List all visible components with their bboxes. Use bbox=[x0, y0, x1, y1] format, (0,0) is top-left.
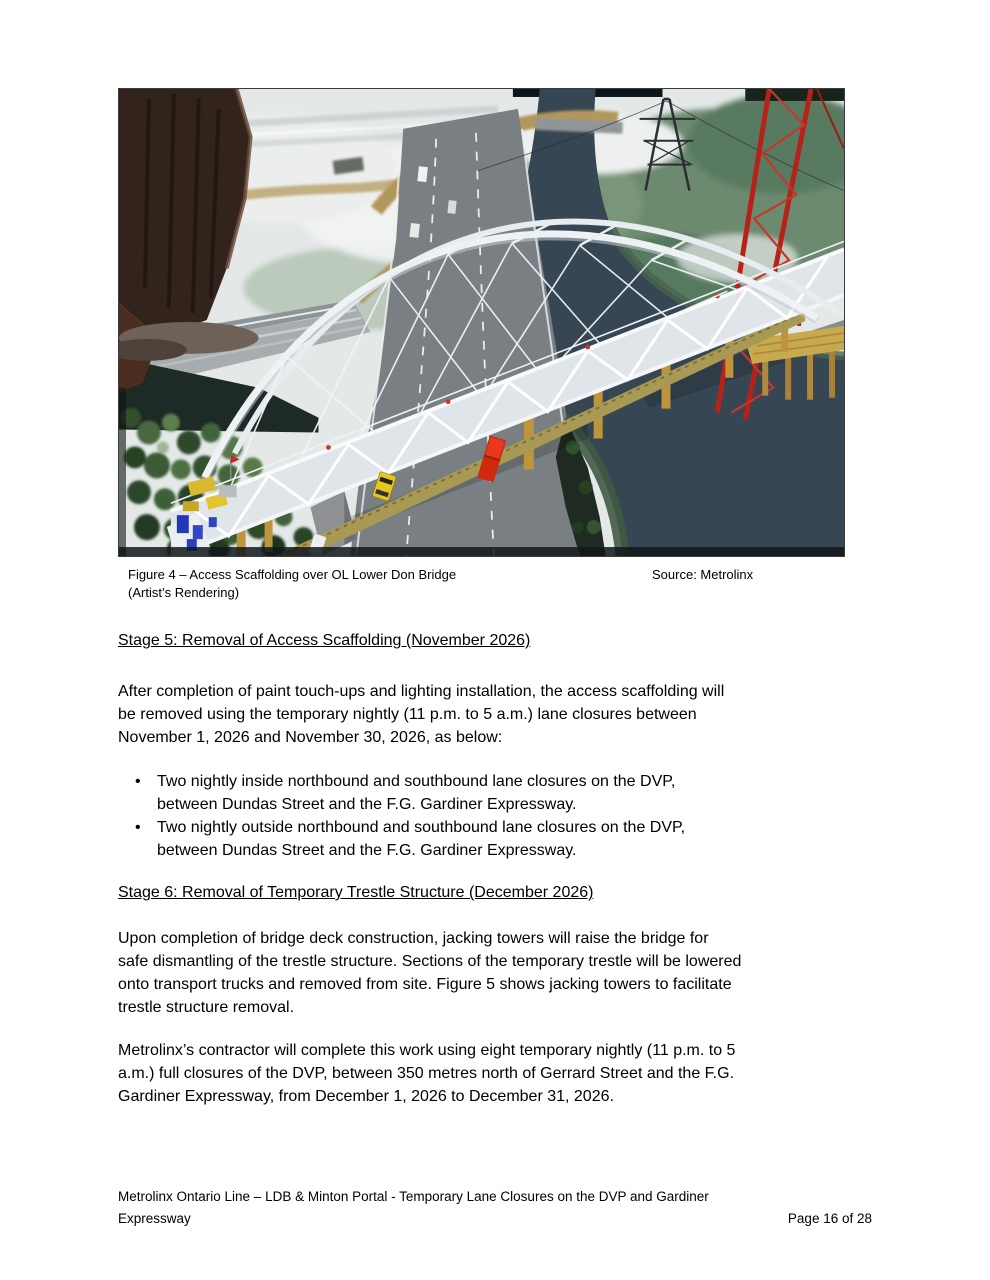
stage6-heading: Stage 6: Removal of Temporary Trestle Structure (December 2026) bbox=[118, 884, 594, 901]
paragraph-line: safe dismantling of the trestle structure. Sections of the temporary trestle will be lowered bbox=[118, 953, 742, 970]
paragraph-line: After completion of paint touch-ups and lighting installation, the access scaffolding will bbox=[118, 683, 725, 700]
bullet-item bbox=[118, 770, 685, 816]
figure-caption-line2: (Artist’s Rendering) bbox=[128, 584, 240, 600]
bullet-line: • Two nightly outside northbound and southbound lane closures on the DVP, bbox=[157, 819, 686, 836]
bullet-line: between Dundas Street and the F.G. Gardiner Expressway. bbox=[157, 842, 577, 859]
bridge-rendering bbox=[119, 89, 844, 556]
paragraph-line: onto transport trucks and removed from site. Figure 5 shows jacking towers to facilitate bbox=[118, 976, 732, 993]
paragraph-line: a.m.) full closures of the DVP, between 350 metres north of Gerrard Street and the F.G. bbox=[118, 1065, 735, 1082]
stage5-heading: Stage 5: Removal of Access Scaffolding (November 2026) bbox=[118, 632, 531, 649]
page-number: Page 16 of 28 bbox=[787, 1211, 872, 1226]
stage6-paragraph-2 bbox=[118, 1039, 735, 1108]
bullet-line: between Dundas Street and the F.G. Gardiner Expressway. bbox=[157, 796, 577, 813]
figure-caption bbox=[128, 566, 648, 601]
paragraph-line: Upon completion of bridge deck construction, jacking towers will raise the bridge for bbox=[118, 930, 709, 947]
paragraph-line: November 1, 2026 and November 30, 2026, as below: bbox=[118, 729, 503, 746]
paragraph-line: trestle structure removal. bbox=[118, 999, 295, 1016]
figure-source: Source: Metrolinx bbox=[652, 567, 754, 582]
paragraph-line: Gardiner Expressway, from December 1, 2026 to December 31, 2026. bbox=[118, 1088, 614, 1105]
paragraph-line: Metrolinx’s contractor will complete this work using eight temporary nightly (11 p.m. to 5 bbox=[118, 1042, 736, 1059]
stage5-paragraph bbox=[118, 680, 724, 749]
stage5-bullet-list bbox=[118, 770, 685, 862]
footer-line2 bbox=[118, 1208, 872, 1230]
paragraph-line: be removed using the temporary nightly (11 p.m. to 5 a.m.) lane closures between bbox=[118, 706, 697, 723]
figure-caption-line1: Figure 4 – Access Scaffolding over OL Lower Don Bridge bbox=[128, 567, 457, 582]
figure-image bbox=[118, 88, 845, 557]
page-footer bbox=[118, 1186, 872, 1230]
bullet-line: • Two nightly inside northbound and southbound lane closures on the DVP, bbox=[157, 773, 676, 790]
stage6-paragraph-1 bbox=[118, 927, 741, 1019]
footer-line1: Metrolinx Ontario Line – LDB & Minton Portal - Temporary Lane Closures on the DVP and Gardiner bbox=[118, 1189, 709, 1204]
footer-line2-left: Expressway bbox=[118, 1211, 191, 1226]
bullet-item bbox=[118, 816, 685, 862]
